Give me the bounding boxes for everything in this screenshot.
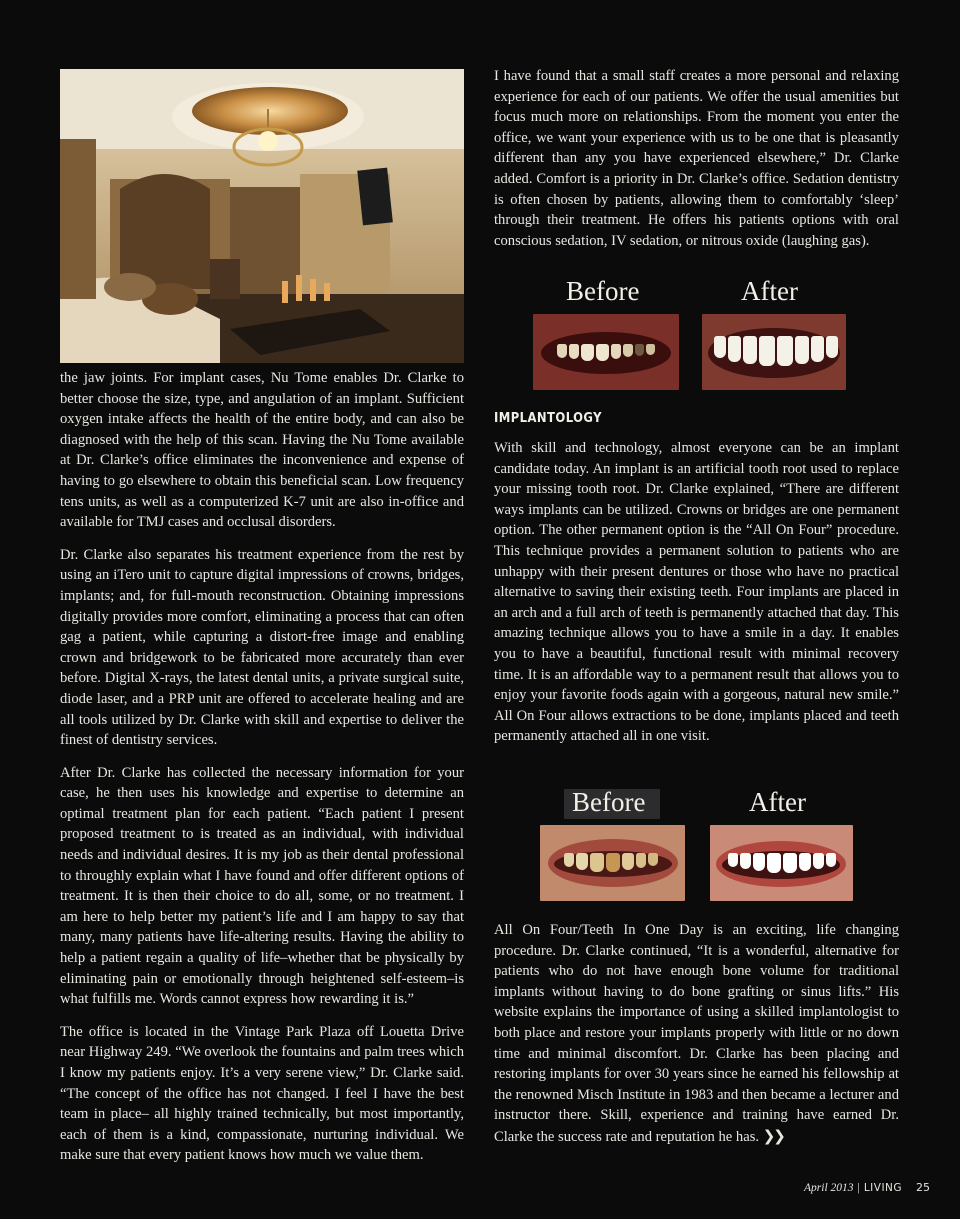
before-label-1: Before [566, 276, 640, 306]
office-lobby-photo [60, 69, 464, 363]
before-smile-photo-2 [540, 825, 685, 901]
office-lobby-illustration [60, 69, 464, 363]
paragraph-small-staff: I have found that a small staff creates a more personal and relaxing experience for each of our patients. We offer the usual amenities but focus much more on relationships. From the moment you enter the office, we want your experience with us to be one that is pleasantly different than any you have experienced elsewhere,” Dr. Clarke added. Comfort is a priority in Dr. Clarke’s office. Sedation dentistry is often chosen by patients, allowing them to comfortably ‘sleep’ through their treatment. He offers his patients options with oral conscious sedation, IV sedation, or nitrous oxide (laughing gas). [494, 68, 899, 249]
after-smile-photo-1 [702, 314, 846, 390]
right-column-top-text [494, 66, 899, 263]
paragraph-treatment-plan: After Dr. Clarke has collected the necessary information for your case, he then uses his knowledge and expertise to determine an optimal treatment plan for each patient. “Each patient I present proposed treatment to is treated as an individual, with individual needs and individual desires. It is my job as their dental professional to throughly explain what I have found and offer different options of treatment. It is then their choice to do all, some, or no treatment. I am here to help better my patient’s life and I am happy to say that many, many patients have life-altering results. Having the ability to help a patient regain a quality of life–whether that be physically by eliminating pain or emotionally through heightened self-esteem–is what fulfills me. Words cannot express how rewarding it is.” [60, 764, 464, 1008]
footer-magazine-name: LIVING [863, 1182, 903, 1194]
after-label-2: After [749, 787, 806, 817]
footer-issue-date: April 2013 [804, 1182, 854, 1194]
footer-page-number: 25 [916, 1181, 931, 1194]
right-column-implant-text [494, 438, 899, 759]
paragraph-implant: With skill and technology, almost everyone can be an implant candidate today. An implant is an artificial tooth root used to replace your missing tooth root. Dr. Clarke explained, “There are different ways implants can be utilized. Crowns or bridges are one permanent option. The other permanent option is the “All On Four” procedure. This technique provides a permanent solution to patients who are unhappy with their present dentures or those who have no practical alternative to saving their existing teeth. Four implants are placed in an arch and a full arch of teeth is permanently attached that day. This amazing technique allows you to have a smile in a day. It enables you to have a beautiful, functional result with minimal recovery time. It is an affordable way to a permanent result that allows you to enjoy your favorite foods again with a gorgeous, natural new smile.” All On Four allows extractions to be done, implants placed and teeth permanently attached all in one visit. [494, 440, 899, 745]
paragraph-all-on-four [494, 920, 899, 1148]
footer-separator: | [857, 1182, 860, 1194]
paragraph-itero: Dr. Clarke also separates his treatment experience from the rest by using an iTero unit to capture digital impressions of crowns, bridges, implants; and, for full-mouth reconstruction. Obtaining impressions digitally provides more comfort, eliminating a process that can often gag a patient, while capturing a distort-free image and enabling crown and bridgework to be fabricated more accurately than ever before. Digital X-rays, the latest dental units, a private surgical suite, diode laser, and a PRP unit are offered to accelerate healing and are all tools utilized by Dr. Clarke with skill and expertise to deliver the finest of dentistry services. [60, 546, 464, 749]
right-column-closing-text [494, 920, 899, 1160]
before-smile-photo-1 [533, 314, 679, 390]
paragraph-all-on-four-text: All On Four/Teeth In One Day is an exciting, life changing procedure. Dr. Clarke continued, “It is a wonderful, alternative for patients who do not have enough bone volume for traditional implants without having to do bone grafting or sinus lifts.” His website explains the importance of using a skilled implantologist to both place and restore your implants properly with little or no down time and minimal discomfort. Dr. Clarke has been placing and restoring implants for over 30 years since he earned his fellowship at the renowned Misch Institute in 1983 and then became a lecturer and instructor there. Skill, experience and training have earned Dr. Clarke the success rate and reputation he has. [494, 922, 899, 1145]
page-footer [804, 1181, 930, 1194]
after-label-1: After [741, 276, 798, 306]
continue-arrows-icon: ❯❯ [762, 1126, 784, 1145]
paragraph-office-location: The office is located in the Vintage Park Plaza off Louetta Drive near Highway 249. “We overlook the fountains and palm trees which I know my patients enjoy. It’s a very serene view,” Dr. Clarke said. “The concept of the office has not changed. I feel I have the best team in place– all highly trained technically, but most importantly, each of them is a kind, compassionate, nurturing individual. We make sure that every patient knows how much we value them. [60, 1023, 464, 1164]
after-smile-photo-2 [710, 825, 853, 901]
left-column-text [60, 368, 464, 1178]
section-heading-implantology: IMPLANTOLOGY [494, 410, 602, 426]
before-label-2: Before [572, 787, 646, 817]
paragraph-nu-tome: the jaw joints. For implant cases, Nu Tome enables Dr. Clarke to better choose the size, type, and angulation of an implant. Sufficient oxygen intake affects the health of the entire body, and can also be diagnosed with the help of this scan. Having the Nu Tome available at Dr. Clarke’s office eliminates the inconvenience and expense of having to go elsewhere to obtain this beneficial scan. Low frequency tens units, as well as a computerized K-7 unit are also in-office and available for TMJ cases and occlusal disorders. [60, 370, 464, 531]
